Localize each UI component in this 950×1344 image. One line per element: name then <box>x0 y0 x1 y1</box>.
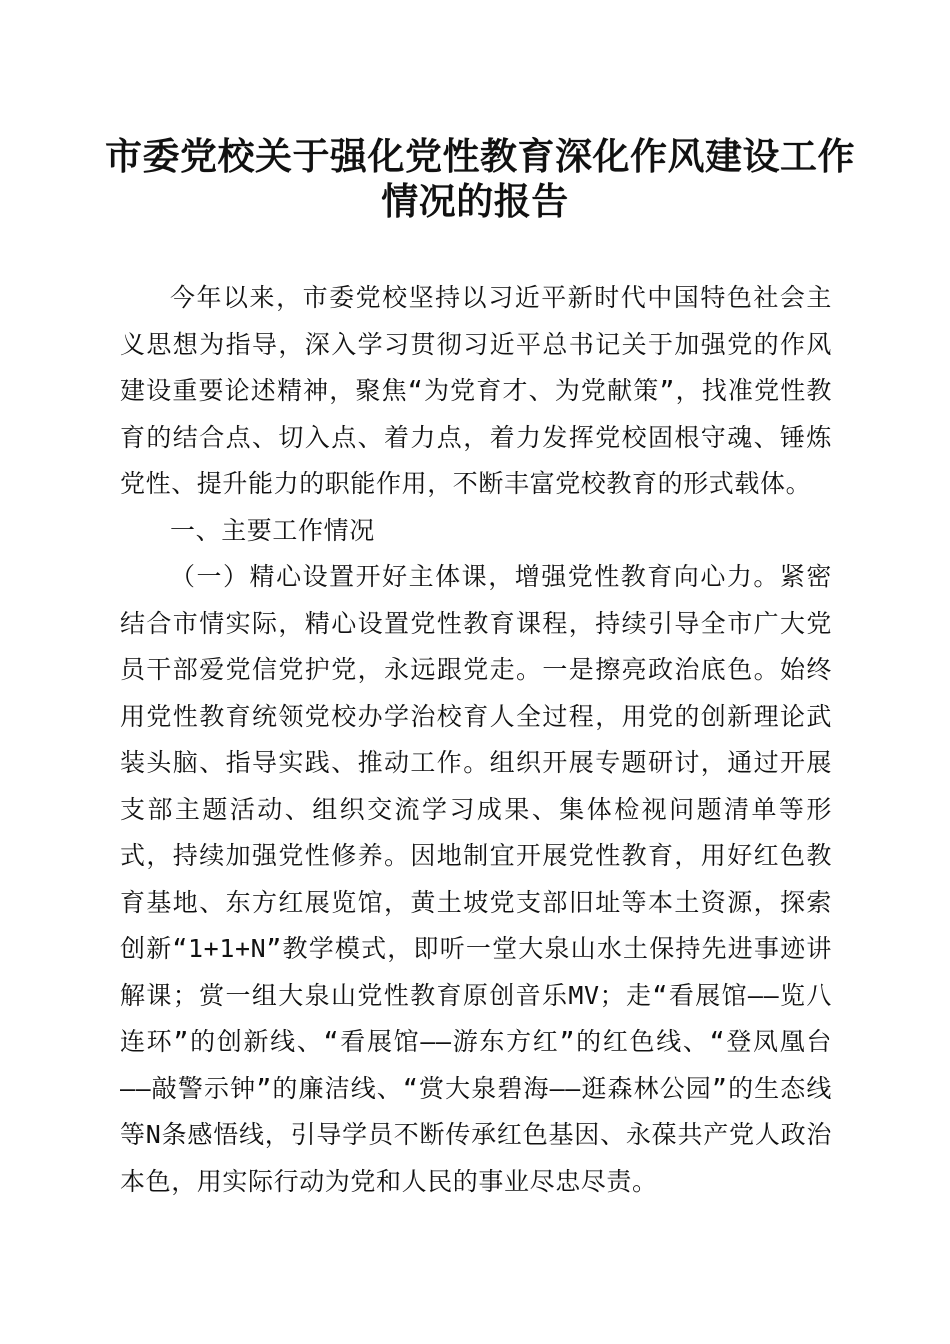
subsection-paragraph <box>120 554 832 1205</box>
document-body <box>120 275 832 1205</box>
document-title-line-1: 市委党校关于强化党性教育深化作风建设工作 <box>105 134 855 178</box>
section-heading-main-work: 一、主要工作情况 <box>170 515 375 545</box>
intro-paragraph: 今年以来，市委党校坚持以习近平新时代中国特色社会主义思想为指导，深入学习贯彻习近平总书记关于加强党的作风建设重要论述精神，聚焦“为党育才、为党献策”，找准党性教育的结合点、切入点、着力点，着力发挥党校固根守魂、锤炼党性、提升能力的职能作用，不断丰富党校教育的形式载体。 <box>120 283 832 498</box>
document-title <box>105 134 855 224</box>
subsection-body: 紧密结合市情实际，精心设置党性教育课程，持续引导全市广大党员干部爱党信党护党，永远跟党走。一是擦亮政治底色。始终用党性教育统领党校办学治校育人全过程，用党的创新理论武装头脑、指导实践、推动工作。组织开展专题研讨，通过开展支部主题活动、组织交流学习成果、集体检视问题清单等形式，持续加强党性修养。因地制宜开展党性教育，用好红色教育基地、东方红展览馆，黄土坡党支部旧址等本土资源，探索创新“1+1+N”教学模式，即听一堂大泉山水土保持先进事迹讲解课；赏一组大泉山党性教育原创音乐MV；走“看展馆——览八连环”的创新线、“看展馆——游东方红”的红色线、“登凤凰台——敲警示钟”的廉洁线、“赏大泉碧海——逛森林公园”的生态线等N条感悟线，引导学员不断传承红色基因、永葆共产党人政治本色，用实际行动为党和人民的事业尽忠尽责。 <box>120 562 832 1196</box>
subsection-lead: （一）精心设置开好主体课，增强党性教育向心力。 <box>170 562 780 591</box>
document-title-line-2: 情况的报告 <box>381 179 569 223</box>
